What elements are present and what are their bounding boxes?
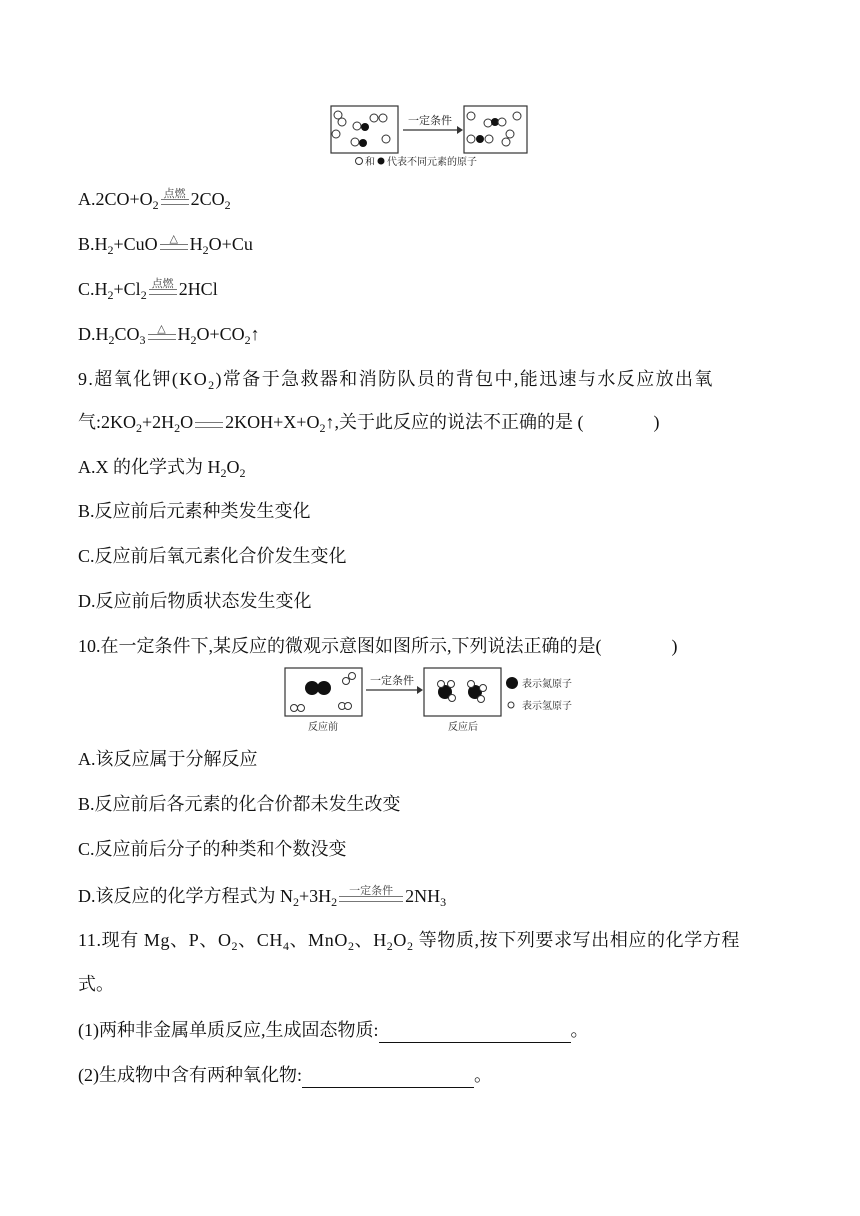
- question-9-option-d: D.反应前后物质状态发生变化: [78, 591, 312, 611]
- figure1-caption-end: 代表不同元素的原子: [387, 157, 477, 168]
- option-8c: $C.H_2+Cl_2$ 点燃 2HCl: [78, 276, 218, 302]
- question-10-stem: 10.在一定条件下,某反应的微观示意图如图所示,下列说法正确的是( ): [78, 636, 678, 656]
- question-10-option-b: B.反应前后各元素的化合价都未发生改变: [78, 794, 401, 814]
- option-8b: $B.H_2+CuO$ △ $H_2O+Cu$: [78, 231, 253, 257]
- question-9-line1: 9.超氧化钾$(KO_2)$常备于急救器和消防队员的背包中,能迅速与水反应放出氧: [78, 369, 714, 392]
- figure2-after-label: 反应后: [448, 722, 478, 733]
- answer-blank-1[interactable]: [379, 1022, 571, 1043]
- question-9-option-a: A.X 的化学式为 $H_2O_2$: [78, 457, 246, 480]
- option-8d: $D.H_2CO_3$ △ $H_2O+CO_2↑$: [78, 321, 260, 347]
- question-9-line2: 气$:2KO_2+2H_2O$ $2KOH+X+O_2↑$,关于此反应的说法不正确的是 ( ): [78, 412, 660, 435]
- figure2-before-label: 反应前: [308, 722, 338, 733]
- figure1-arrow-label: 一定条件: [408, 114, 452, 127]
- question-11-line2: 式。: [78, 974, 114, 994]
- question-11-part2: (2)生成物中含有两种氧化物: 。: [78, 1062, 492, 1088]
- question-10-option-a: A.该反应属于分解反应: [78, 749, 258, 769]
- reaction-diagram-1: [330, 104, 530, 170]
- option-8a: $A.2CO+O_2$ 点燃 $2CO_2$: [78, 186, 231, 212]
- question-11-line1: 11.现有 Mg、P、$O_2$、$CH_4$、MnO$_2$、$H_2O_2$ 等物质,按下列要求写出相应的化学方程: [78, 930, 741, 953]
- answer-blank-2[interactable]: [302, 1067, 474, 1088]
- figure2-legend-n: 表示氮原子: [522, 679, 572, 690]
- question-9-option-b: B.反应前后元素种类发生变化: [78, 501, 311, 521]
- figure2-legend-h: 表示氢原子: [522, 701, 572, 712]
- question-10-option-d: D.该反应的化学方程式为 $N_2+3H_2$ 一定条件 $2NH_3$: [78, 883, 447, 909]
- question-11-part1: (1)两种非金属单质反应,生成固态物质: 。: [78, 1017, 589, 1043]
- figure2-arrow-label: 一定条件: [370, 674, 414, 687]
- figure1-caption-mid: 和: [365, 157, 375, 168]
- reaction-diagram-2: [284, 666, 590, 736]
- question-9-option-c: C.反应前后氧元素化合价发生变化: [78, 546, 347, 566]
- question-10-option-c: C.反应前后分子的种类和个数没变: [78, 839, 347, 859]
